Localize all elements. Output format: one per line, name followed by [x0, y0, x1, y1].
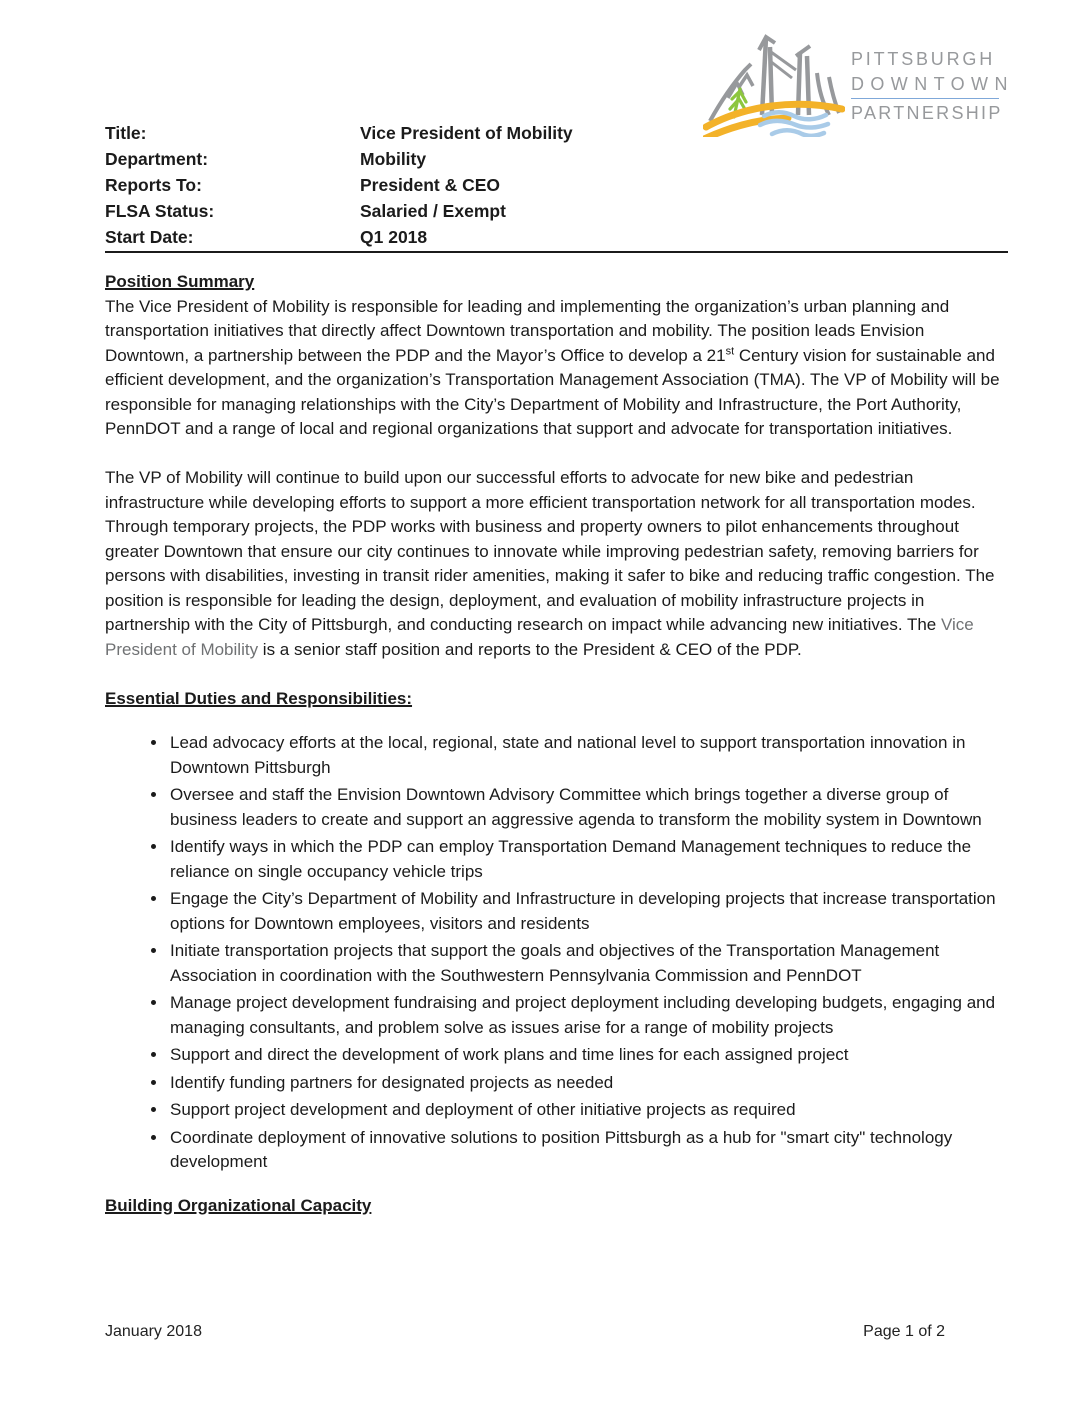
- text-segment: st: [725, 344, 735, 357]
- title-row: [105, 224, 745, 250]
- field-value-department: Mobility: [360, 149, 427, 169]
- duty-list-item: • Initiate transportation projects that support the goals and objectives of the Transportation Management Association in coordination with the Southwestern Pennsylvania Commission and PennDOT: [168, 939, 1008, 988]
- page-footer: [105, 1323, 945, 1341]
- duty-list-item: • Identify funding partners for designated projects as needed: [168, 1071, 1008, 1096]
- title-row: [105, 198, 745, 224]
- essential-duties-list: [105, 731, 1008, 1175]
- title-row: [105, 146, 745, 172]
- section-heading-essential-duties: Essential Duties and Responsibilities:: [105, 688, 413, 708]
- text-segment: Century vision for sustainable and efficient development, and the organization’s Transportation Management Association (TMA). The VP of Mobility will be responsible for managing relationships with the City’s Department of Mobility and Infrastructure, the Port Authority, PennDOT and a range of local and regional organizations that support and advocate for transportation initiatives.: [105, 345, 1000, 438]
- duty-list-item: • Support project development and deployment of other initiative projects as required: [168, 1098, 1008, 1123]
- duty-list-item: • Identify ways in which the PDP can employ Transportation Demand Management techniques to reduce the reliance on single occupancy vehicle trips: [168, 835, 1008, 884]
- duty-list-item: • Engage the City’s Department of Mobility and Infrastructure in developing projects that increase transportation options for Downtown employees, visitors and residents: [168, 887, 1008, 936]
- duty-list-item: • Oversee and staff the Envision Downtown Advisory Committee which brings together a diverse group of business leaders to create and support an aggressive agenda to transform the mobility system in Downtown: [168, 783, 1008, 832]
- text-segment: Vice President of Mobility: [105, 615, 974, 659]
- field-label-department: Department:: [105, 149, 209, 169]
- duty-list-item: • Coordinate deployment of innovative solutions to position Pittsburgh as a hub for "smart city" technology development: [168, 1126, 1008, 1175]
- duty-list-item: • Manage project development fundraising and project deployment including developing budgets, engaging and managing consultants, and problem solve as issues arise for a range of mobility projects: [168, 991, 1008, 1040]
- field-value-start-date: Q1 2018: [360, 227, 428, 247]
- footer-page-number: Page 1 of 2: [863, 1323, 945, 1340]
- logo-word-partnership: PARTNERSHIP: [851, 103, 1003, 123]
- logo-divider: [851, 98, 999, 99]
- section-heading-position-summary: Position Summary: [105, 272, 255, 291]
- document-body: [105, 270, 1008, 1218]
- header-rule: [105, 251, 1008, 253]
- field-value-flsa-status: Salaried / Exempt: [360, 201, 506, 221]
- position-summary-paragraph-1: [105, 295, 1008, 442]
- text-segment: The Vice President of Mobility is responsible for leading and implementing the organization’s urban planning and transportation initiatives that directly affect Downtown transportation and mobility. The position leads Envision Downtown, a partnership between the PDP and the Mayor’s Office to develop a 21: [105, 296, 950, 365]
- duty-list-item: • Lead advocacy efforts at the local, regional, state and national level to support transportation innovation in Downtown Pittsburgh: [168, 731, 1008, 780]
- pdp-logo-wordmark: [851, 25, 1014, 140]
- logo-word-pittsburgh: PITTSBURGH: [851, 49, 996, 69]
- footer-date: January 2018: [105, 1323, 202, 1340]
- position-summary-paragraph-2: [105, 466, 1008, 662]
- field-label-flsa-status: FLSA Status:: [105, 201, 215, 221]
- field-label-reports-to: Reports To:: [105, 175, 202, 195]
- section-heading-building-capacity: Building Organizational Capacity: [105, 1195, 372, 1215]
- field-value-title: Vice President of Mobility: [360, 123, 573, 143]
- job-title-block: [105, 120, 745, 250]
- field-value-reports-to: President & CEO: [360, 175, 501, 195]
- duty-list-item: • Support and direct the development of work plans and time lines for each assigned project: [168, 1043, 1008, 1068]
- title-row: [105, 120, 745, 146]
- text-segment: The VP of Mobility will continue to build upon our successful efforts to advocate for new bike and pedestrian infrastructure while developing efforts to support a more efficient transportation network for all transportation modes. Through temporary projects, the PDP works with business and property owners to pilot enhancements throughout greater Downtown that ensure our city continues to innovate while improving pedestrian safety, removing barriers for persons with disabilities, investing in transit rider amenities, making it safer to bike and reducing traffic congestion. The position is responsible for leading the design, deployment, and evaluation of mobility infrastructure projects in partnership with the City of Pittsburgh, and conducting research on impact while advancing new initiatives. The: [105, 468, 995, 634]
- logo-word-downtown: DOWNTOWN: [851, 74, 1014, 94]
- title-row: [105, 172, 745, 198]
- text-segment: is a senior staff position and reports to the President & CEO of the PDP.: [258, 639, 802, 659]
- pdp-logo: [703, 25, 1015, 140]
- field-label-start-date: Start Date:: [105, 227, 194, 247]
- field-label-title: Title:: [105, 123, 147, 143]
